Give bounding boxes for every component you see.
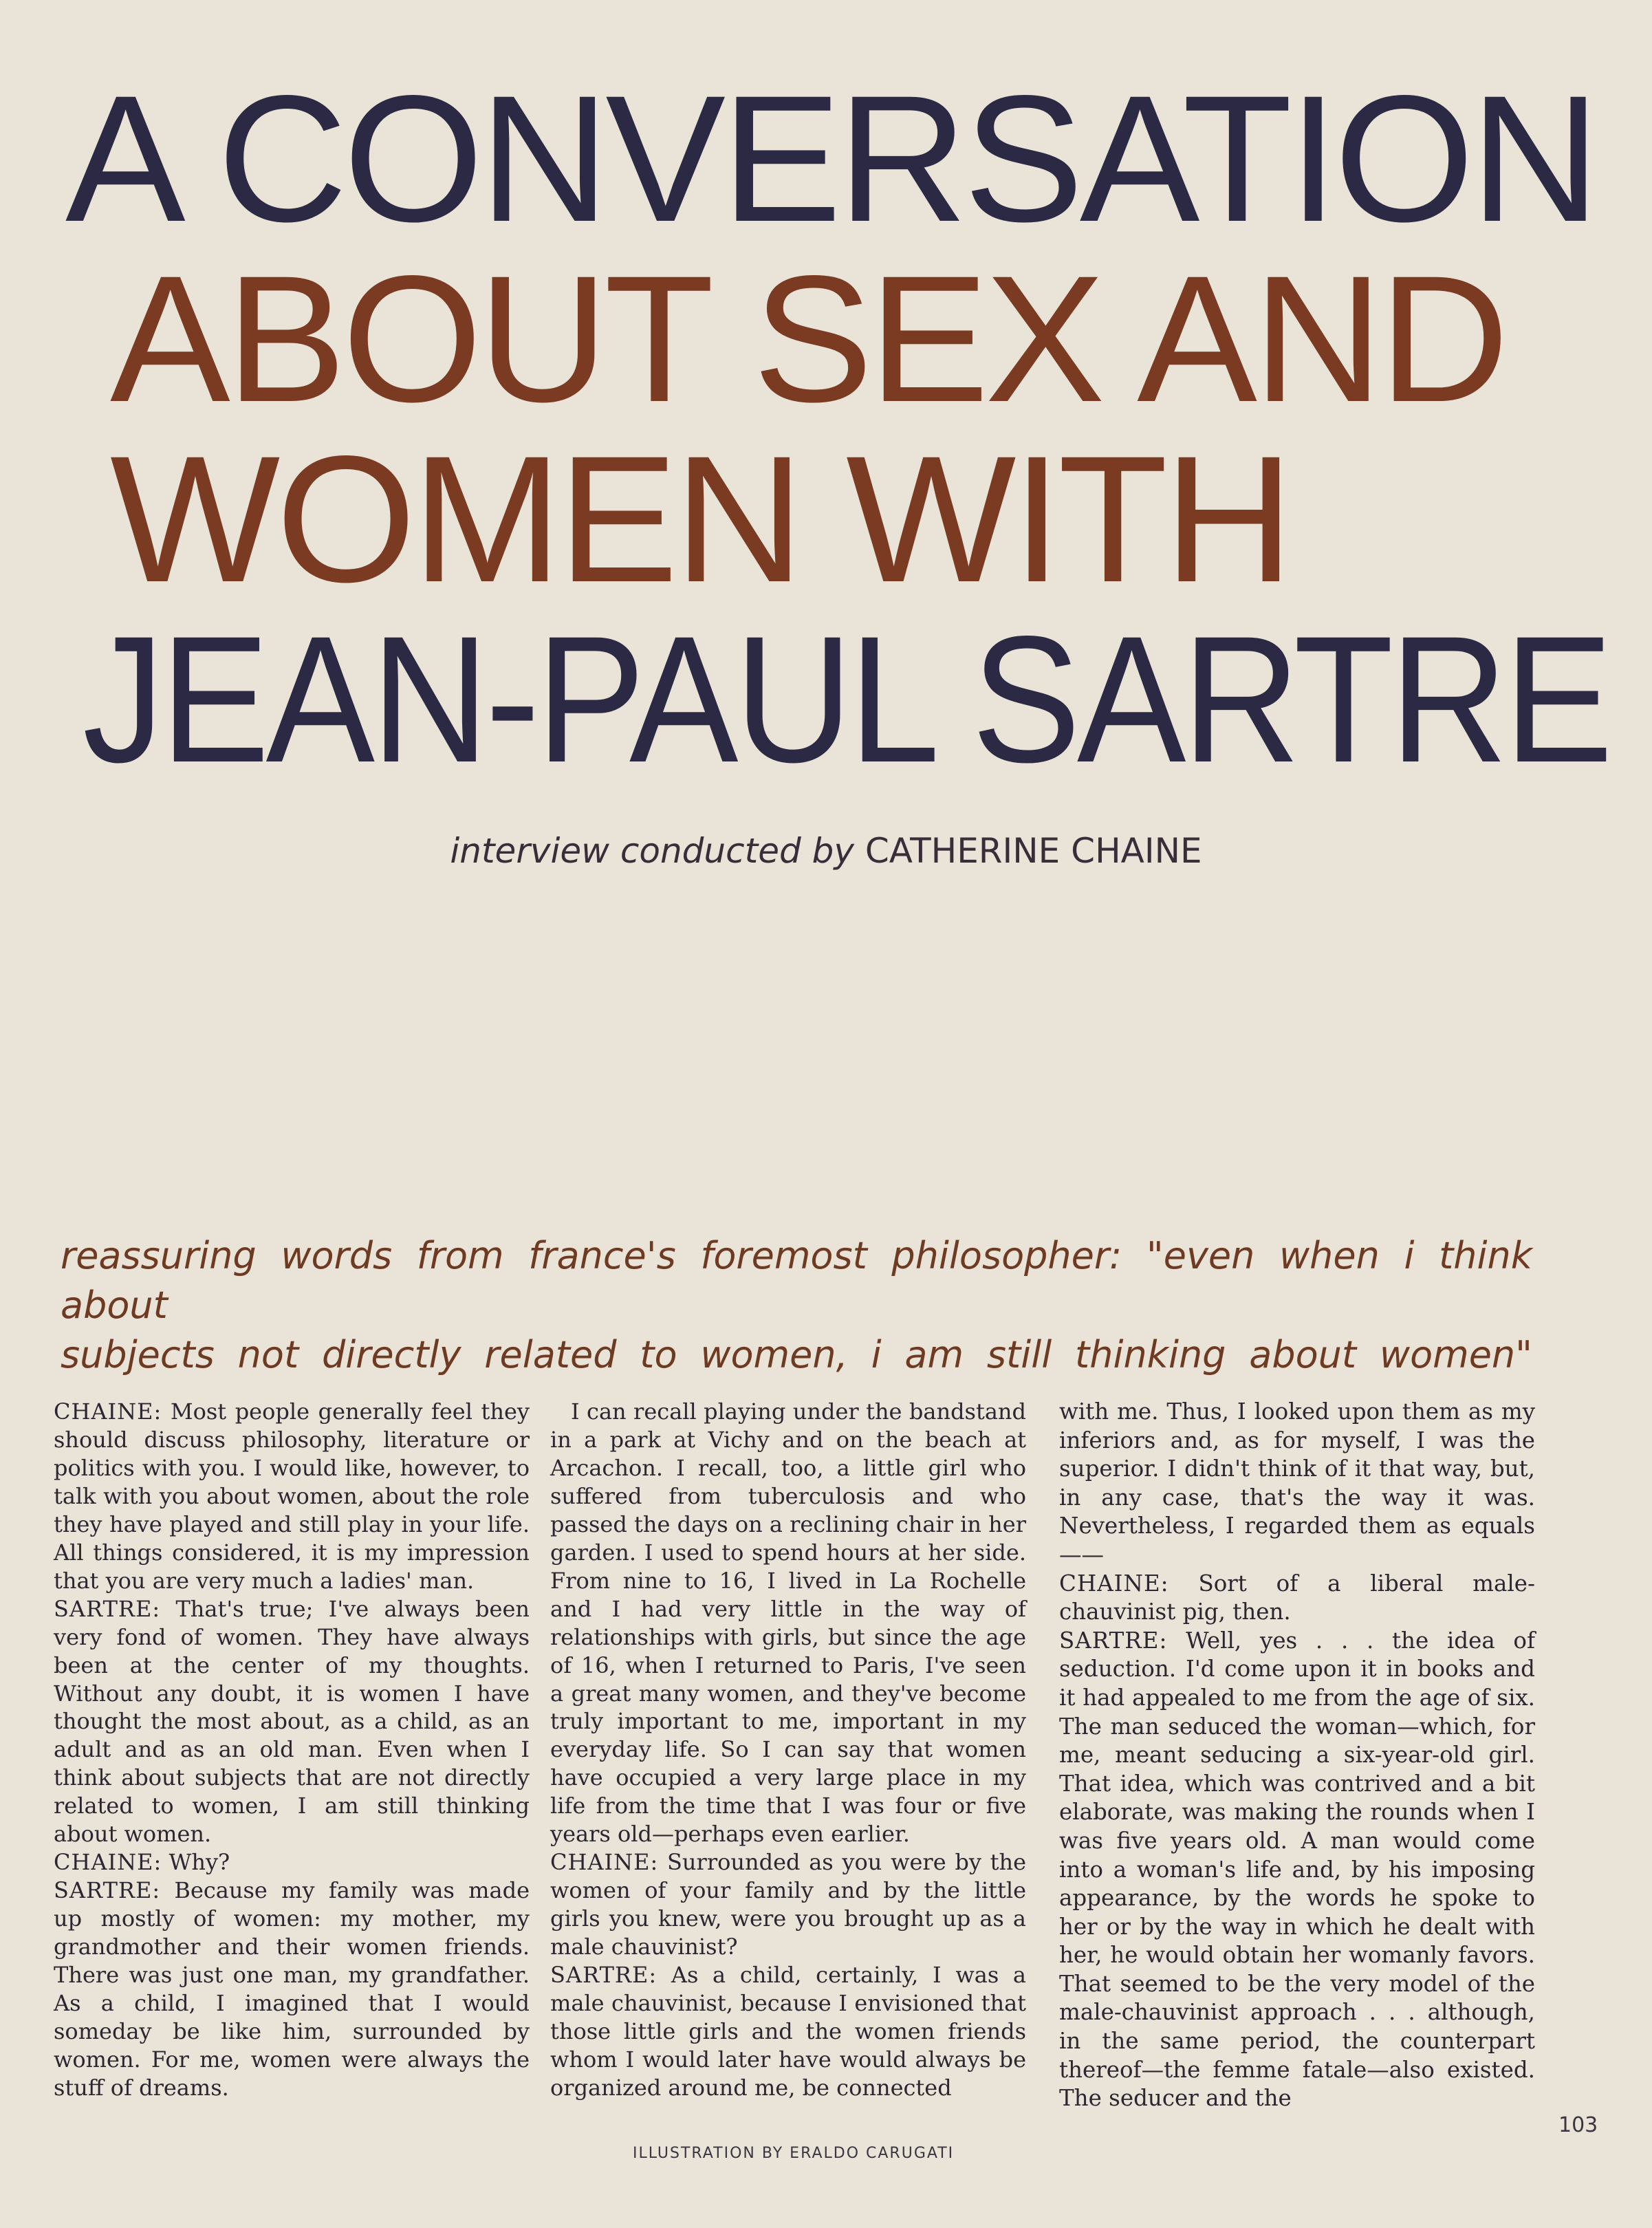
speaker-label: SARTRE: xyxy=(550,1962,657,1989)
paragraph-text: That's true; I've always been very fond of women. They have always been at the center of my thoughts. Without any doubt, it is women I have thought the most about, as a child, as an adult and as an old man. Even when I think about subjects that are not directly related to women, I am still thinking about women. xyxy=(54,1595,530,1848)
speaker-label: CHAINE: xyxy=(550,1849,659,1876)
paragraph-text: Why? xyxy=(162,1849,230,1876)
title-line-2: ABOUT SEX AND xyxy=(110,238,1506,440)
speaker-label: CHAINE: xyxy=(54,1398,162,1425)
byline-author: CATHERINE CHAINE xyxy=(865,831,1202,871)
paragraph xyxy=(54,1595,530,1849)
paragraph-text: Because my family was made up mostly of women: my mother, my grandmother and their women friends. There was just one man, my grandfather. As a child, I imagined that I would someday be like him, surrounded by women. For me, women were always the stuff of dreams. xyxy=(54,1877,530,2101)
speaker-label: CHAINE: xyxy=(1059,1570,1169,1597)
speaker-label: CHAINE: xyxy=(54,1849,162,1876)
deck-line-1: reassuring words from france's foremost philosopher: "even when i think about xyxy=(61,1234,1532,1327)
title-line-4: JEAN-PAUL SARTRE xyxy=(83,598,1609,800)
byline-prefix: interview conducted by xyxy=(450,831,865,871)
paragraph xyxy=(1059,1398,1535,1570)
paragraph-text: with me. Thus, I looked upon them as my inferiors and, as for myself, I was the superior. I didn't think of it that way, but, in any case, that's the way it was. Nevertheless, I regarded them as equals—— xyxy=(1059,1398,1535,1568)
body-column-3 xyxy=(1059,1398,1535,2113)
paragraph-text: Most people generally feel they should discuss philosophy, literature or politics with you. I would like, however, to talk with you about women, about the role they have played and still play in your life. All things considered, it is my impression that you are very much a ladies' man. xyxy=(54,1398,530,1594)
speaker-label: SARTRE: xyxy=(54,1595,161,1622)
paragraph-text: Well, yes . . . the idea of seduction. I'd come upon it in books and it had appealed to me from the age of six. The man seduced the woman—which, for me, meant seducing a six-year-old girl. That idea, which was contrived and a bit elaborate, was making the rounds when I was five years old. A man would come into a woman's life and, by his imposing appearance, by the words he spoke to her or by the way in which he dealt with her, he would obtain her womanly favors. That seemed to be the very model of the male-chauvinist approach . . . although, in the same period, the counterpart thereof—the femme fatale—also existed. The seducer and the xyxy=(1059,1627,1535,2112)
paragraph xyxy=(550,1961,1026,2102)
speaker-label: SARTRE: xyxy=(54,1877,161,1904)
paragraph xyxy=(1059,1627,1535,2113)
paragraph xyxy=(550,1398,1026,1848)
title-line-1: A CONVERSATION xyxy=(65,58,1596,259)
paragraph-text: Sort of a liberal male-chauvinist pig, then. xyxy=(1059,1570,1535,1625)
byline xyxy=(0,831,1652,871)
paragraph-text: Surrounded as you were by the women of your family and by the little girls you knew, were you brought up as a male chauvinist? xyxy=(550,1849,1026,1960)
deck-line-2: subjects not directly related to women, i am still thinking about women" xyxy=(61,1333,1532,1376)
article-title xyxy=(55,58,1609,800)
paragraph-text: As a child, certainly, I was a male chauvinist, because I envisioned that those little girls and the women friends whom I would later have would always be organized around me, be connected xyxy=(550,1962,1026,2101)
paragraph xyxy=(1059,1570,1535,1627)
paragraph xyxy=(550,1848,1026,1961)
speaker-label: SARTRE: xyxy=(1059,1627,1168,1654)
paragraph xyxy=(54,1877,530,2102)
body-column-2 xyxy=(550,1398,1026,2102)
illustration-credit: ILLUSTRATION BY ERALDO CARUGATI xyxy=(633,2145,955,2162)
body-column-1 xyxy=(54,1398,530,2102)
paragraph-text: I can recall playing under the bandstand in a park at Vichy and on the beach at Arcachon. I recall, too, a little girl who suffered from tuberculosis and who passed the days on a reclining chair in her garden. I used to spend hours at her side. From nine to 16, I lived in La Rochelle and I had very little in the way of relationships with girls, but since the age of 16, when I returned to Paris, I've seen a great many women, and they've become truly important to me, important in my everyday life. So I can say that women have occupied a very large place in my life from the time that I was four or five years old—perhaps even earlier. xyxy=(550,1398,1027,1848)
deck-subheading xyxy=(61,1231,1532,1380)
page-number: 103 xyxy=(1558,2113,1598,2137)
paragraph xyxy=(54,1848,530,1877)
title-line-3: WOMEN WITH xyxy=(110,418,1290,620)
paragraph xyxy=(54,1398,530,1595)
